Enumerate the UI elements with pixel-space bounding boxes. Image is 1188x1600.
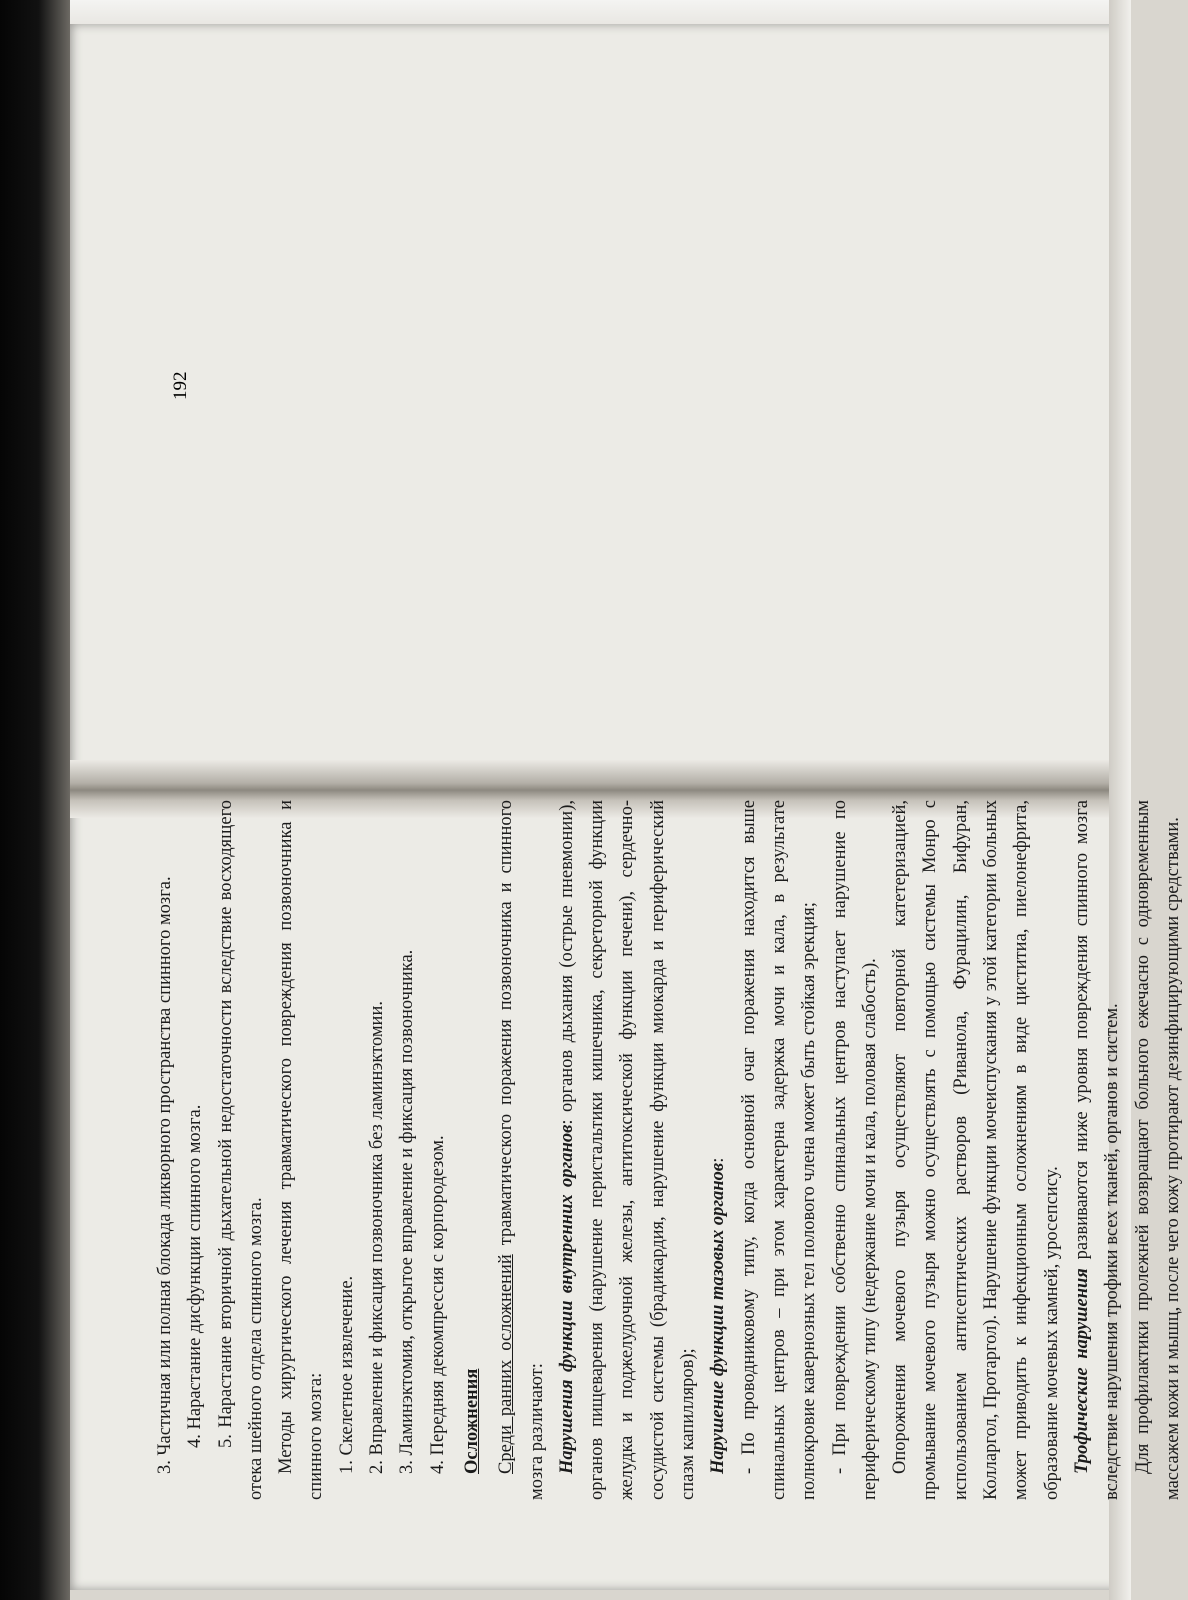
text-run: развиваются ниже уровня повреждения спинного мозга вследствие нарушения трофики всех тканей, органов и систем. [1071, 800, 1123, 1500]
text-run: : органов дыхания (острые пневмонии), органов пищеварения (нарушение перистальтики кишечника, секреторной функции желудка и поджелудочной железы, антитоксической функции печени), сердечно-сосудистой системы (брадикардия, нарушение функции миокарда и периферический спазм капилляров); [556, 800, 699, 1500]
section-heading: Осложнения [461, 1368, 482, 1474]
paragraph: 3. Частичная или полная блокада ликворного пространства спинного мозга. [155, 876, 175, 1474]
scan-left-edge [0, 0, 70, 1600]
paragraph: - При повреждении собственно спинальных центров наступает нарушение по периферическому типу (недержание мочи и кала, половая слабость). [829, 800, 880, 1500]
paragraph: - По проводниковому типу, когда основной очаг поражения находится выше спинальных центров – при этом характерна задержка мочи и кала, в результате полнокровие кавернозных тел полового члена может быть стойкая эрекция; [738, 800, 820, 1500]
paragraph [703, 800, 733, 1500]
list-item: 1. Скелетное извлечение. [336, 1275, 357, 1474]
subheading: Нарушение функции тазовых органов [708, 1162, 729, 1474]
paragraph [491, 800, 552, 1500]
page-192-text [150, 800, 1188, 1500]
subheading: Трофические нарушения [1071, 1268, 1092, 1474]
subheading: Нарушения функции внутренних органов [556, 1124, 577, 1474]
paragraph [1067, 800, 1128, 1500]
page-193 [150, 0, 710, 745]
underlined-phrase: Среди ранних осложнений [496, 1254, 517, 1474]
paragraph: Для профилактики пролежней возвращают больного ежечасно с одновременным массажем кожи и мышц, после чего кожу протирают дезинфицирующими средствами. [1132, 800, 1183, 1500]
text-run: травматического поражения позвоночника и спинного мозга различают: [496, 800, 547, 1500]
paragraph: Опорожнения мочевого пузыря осуществляют повторной катетеризацией, промывание мочевого пузыря можно осуществлять с помощью системы Монро с использованием антисептических растворов (Риванола, Фурацилин, Бифуран, Колларгол, Протаргол). Нарушение функции мочеиспускания у этой категории больных может приводить к инфекционным осложнениям в виде циститиа, пиелонефрита, образование мочевых камней, уросепсису. [890, 800, 1062, 1500]
text-run: : [708, 1157, 729, 1163]
page-number: 192 [170, 371, 191, 400]
paragraph: 5. Нарастание вторичной дыхательной недостаточности вследствие восходящего отека шейного отдела спинного мозга. [215, 800, 266, 1500]
list-item: 4. Передняя декомпрессия с корпородезом. [427, 1135, 448, 1474]
list-item: 2. Вправление и фиксация позвоночника без ламинэктомии. [367, 1001, 388, 1474]
paragraph [552, 800, 703, 1500]
list-item: 3. Ламинэктомия, открытое вправление и фиксация позвоночника. [397, 949, 418, 1474]
paragraph: 4. Нарастание дисфункции спинного мозга. [185, 1104, 206, 1448]
paragraph: Методы хирургического лечения травматического повреждения позвоночника и спинного мозга: [276, 800, 327, 1500]
